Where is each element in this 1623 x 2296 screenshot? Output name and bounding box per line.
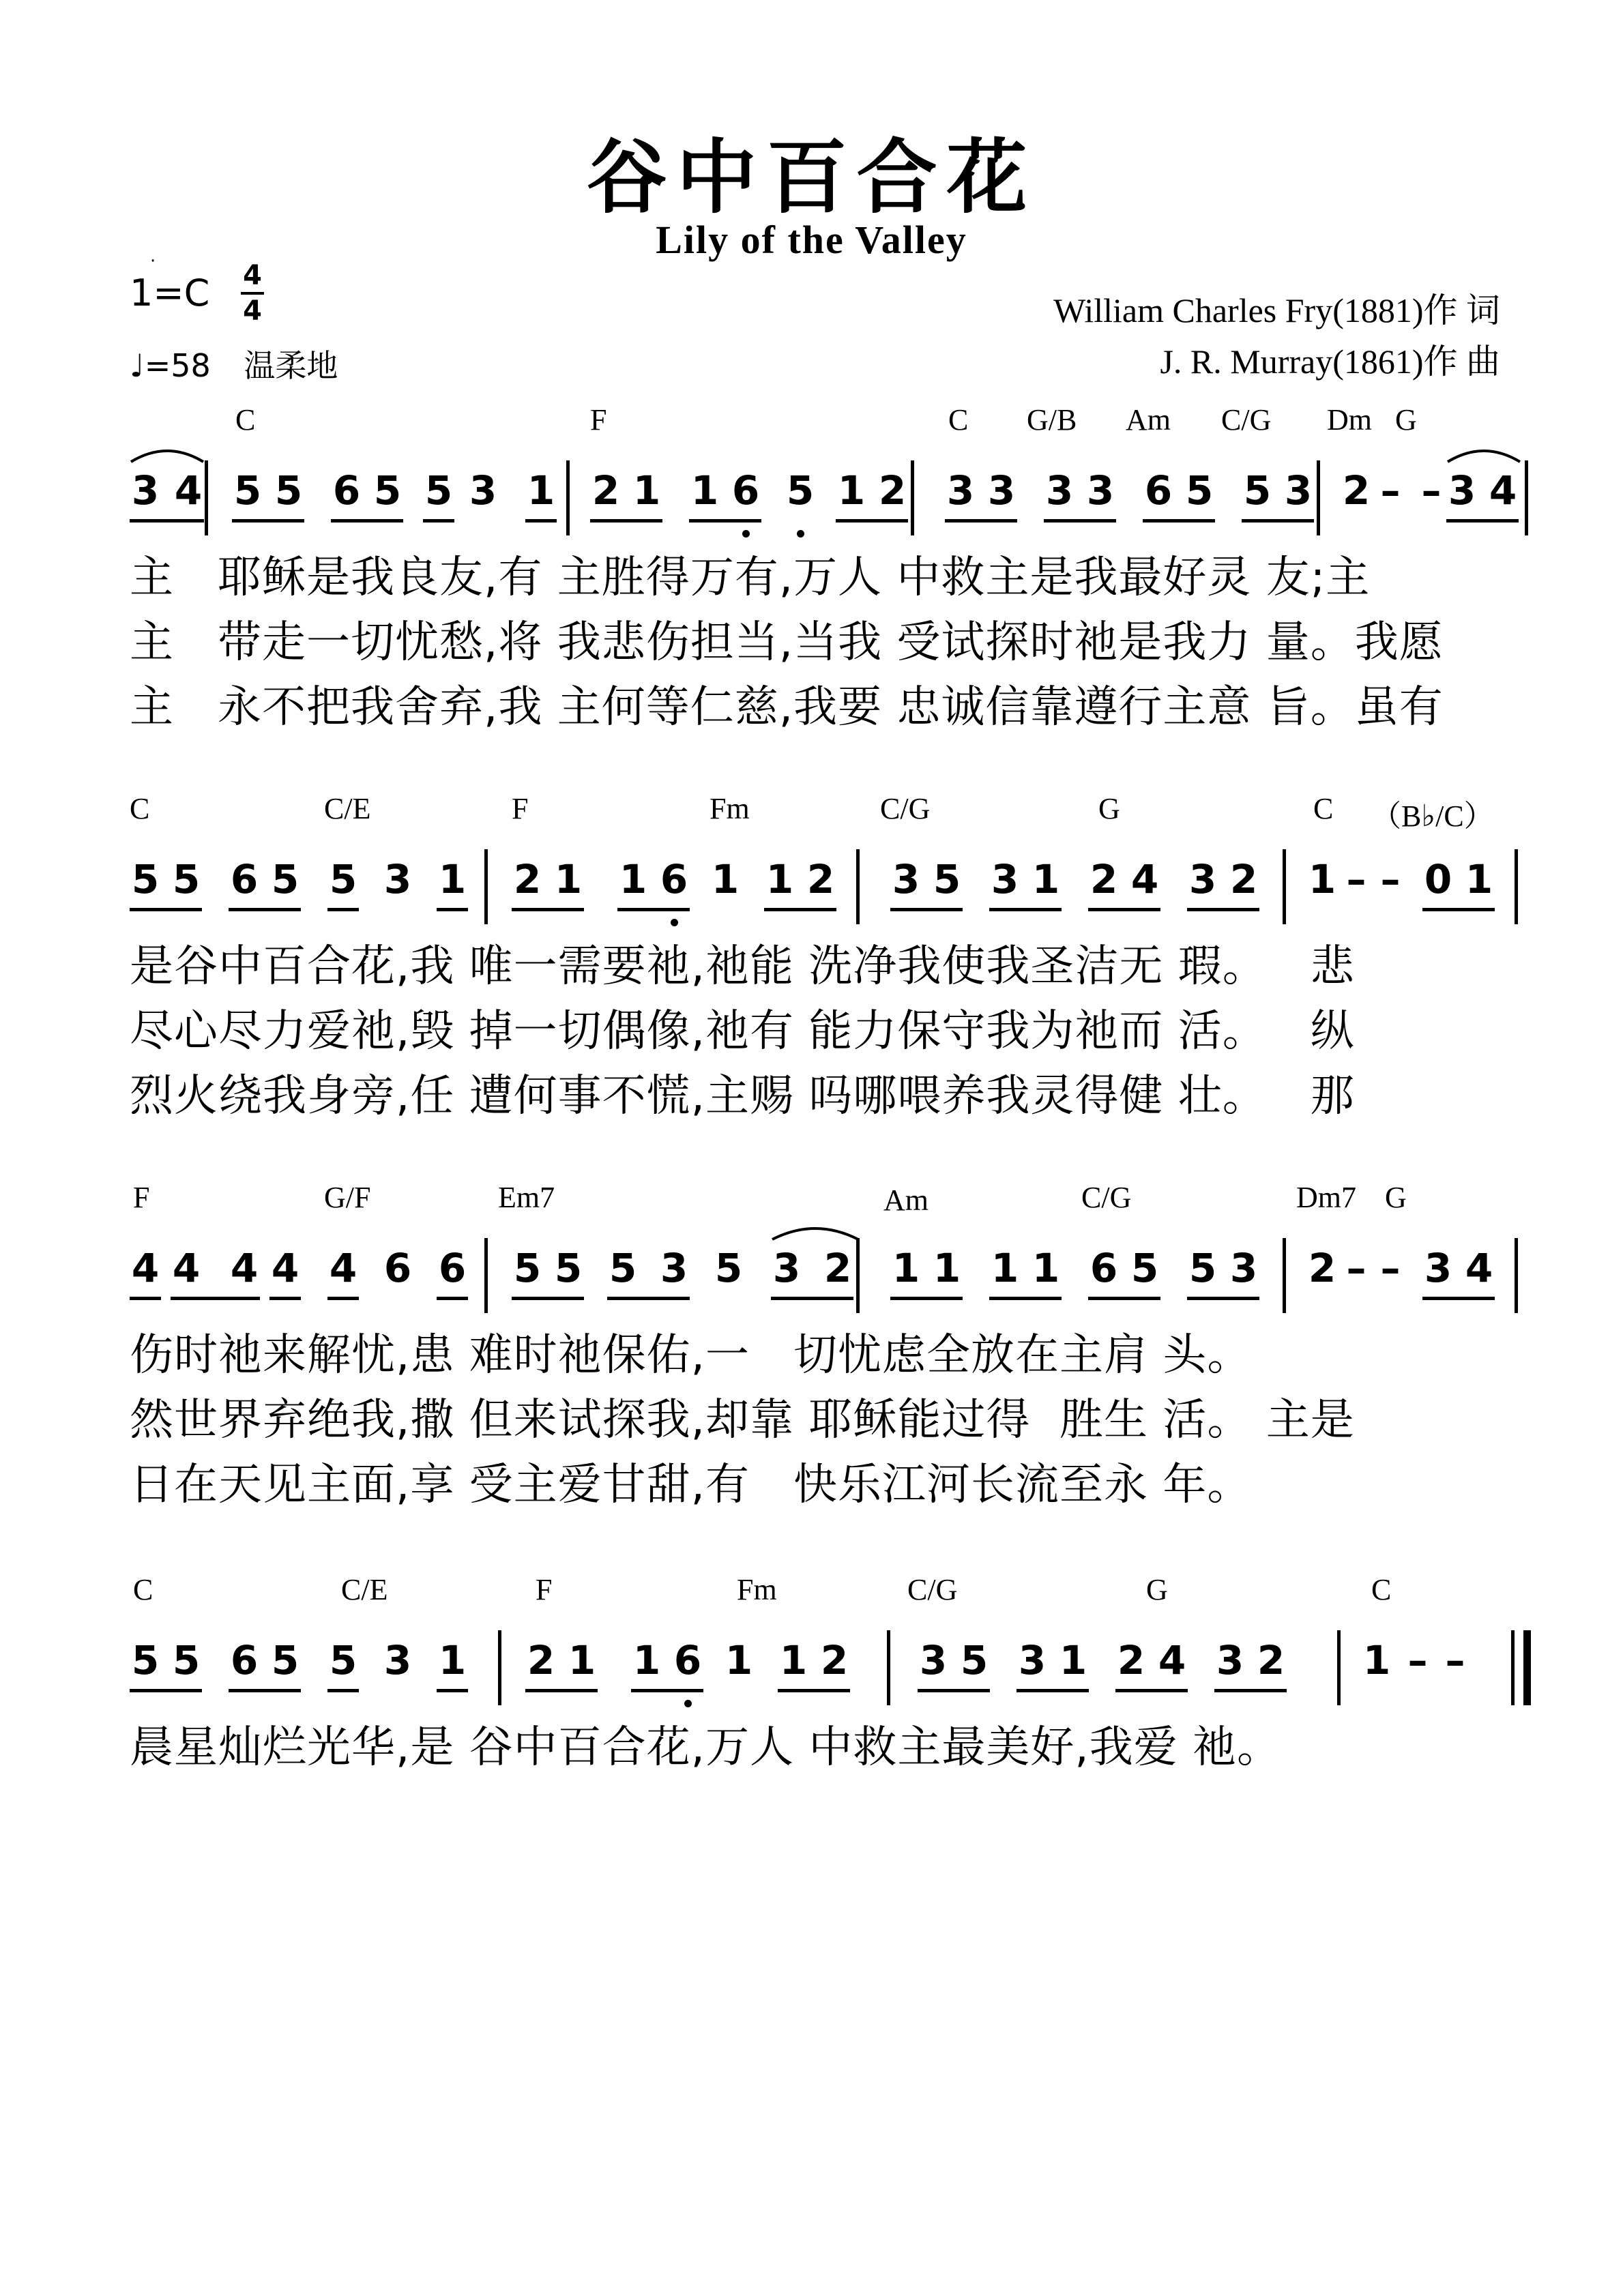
bar-line [484,1238,488,1313]
chord-label: Dm7 [1296,1181,1356,1214]
note: 2 [591,467,620,514]
lyric-line: 主 耶稣是我良友,有 主胜得万有,万人 中救主是我最好灵 友;主 [130,553,1371,603]
note: 5 [786,467,815,514]
note: 2 [1342,467,1371,514]
beam-underline [437,1689,468,1692]
song-title: 谷中百合花 [586,130,1037,224]
note: 5 [933,856,961,902]
beam-underline [1187,908,1259,911]
note: 2 [1117,1637,1145,1683]
note: 1 [690,467,719,514]
beam-underline [525,1689,598,1692]
chord-label: Fm [737,1573,777,1606]
chord-label: F [512,792,529,825]
beam-underline [617,908,690,911]
chord-label: C [130,792,150,825]
note: 4 [271,1245,299,1291]
note: 3 [660,1245,688,1291]
note: 5 [1243,467,1272,514]
time-sig-bar [241,292,264,295]
beam-underline [327,1689,359,1692]
beam-underline [1143,519,1215,523]
beam-underline [130,1689,202,1692]
note: 2 [878,467,907,514]
note: 5 [271,1637,299,1683]
note: 5 [1185,467,1214,514]
note: 6 [1144,467,1173,514]
note: 4 [172,1245,201,1291]
note: 1 [725,1637,753,1683]
beam-underline [269,1297,301,1300]
chord-label: G [1395,403,1417,437]
bar-line [1337,1630,1341,1705]
note: 2 [527,1637,555,1683]
note: 3 [1188,856,1217,902]
notes-row [0,1245,1623,1313]
beam-underline [771,1297,853,1300]
note: 5 [1188,1245,1217,1291]
note: 1 [527,467,555,514]
note: – [1407,1637,1428,1683]
chord-label: C/G [880,792,931,825]
chord-label: C [1313,792,1334,825]
note: 5 [131,1637,160,1683]
note: – [1380,467,1401,514]
note: 3 [1045,467,1074,514]
bar-line [484,849,488,924]
chord-label: C/G [1081,1181,1132,1214]
beam-underline [1422,1297,1495,1300]
beam-underline [1242,519,1314,523]
chord-label: C/G [1221,403,1272,437]
note: 2 [1308,1245,1336,1291]
beam-underline [1017,1689,1089,1692]
note: 3 [1086,467,1115,514]
beam-underline [836,519,908,523]
bar-line [911,460,914,535]
lyric-line: 烈火绕我身旁,任 遭何事不慌,主赐 吗哪喂养我灵得健 壮。 那 [130,1071,1355,1121]
note: 1 [1362,1637,1391,1683]
note: 4 [1489,467,1517,514]
beam-underline [327,908,359,911]
note: 6 [660,856,688,902]
note: 3 [1448,467,1476,514]
chord-label: C [235,403,256,437]
note: 4 [230,1245,259,1291]
note: 4 [1158,1637,1186,1683]
expression-text: 温柔地 [244,347,338,384]
chord-label: C [948,403,969,437]
key-text: 1=C [130,271,210,314]
note: 1 [1308,856,1336,902]
note: 1 [837,467,866,514]
note: 3 [772,1245,801,1291]
note: – [1421,467,1442,514]
beam-underline [1446,519,1519,523]
time-signature [239,261,266,326]
note: 3 [383,856,412,902]
beam-underline [512,1297,584,1300]
beam-underline [989,908,1062,911]
tie-arc [771,1222,860,1242]
key-signature [130,251,210,314]
note: 3 [1216,1637,1244,1683]
note: 4 [329,1245,357,1291]
final-bar-line [1511,1630,1515,1705]
note: 1 [1465,856,1493,902]
note: 5 [554,1245,583,1291]
chord-label: G [1385,1181,1407,1214]
note: 5 [609,1245,637,1291]
note: 1 [1032,1245,1060,1291]
note: 1 [1032,856,1060,902]
note: 3 [987,467,1016,514]
note: 5 [424,467,453,514]
chord-label: Em7 [498,1181,555,1214]
beam-underline [229,908,301,911]
chord-label: Dm [1327,403,1372,437]
beam-underline [130,1297,161,1300]
note: 1 [438,856,467,902]
note: 3 [919,1637,948,1683]
note: 1 [765,856,794,902]
beam-underline [989,1297,1062,1300]
octave-dot [742,530,750,538]
note: 1 [1059,1637,1087,1683]
tie-arc [130,444,205,465]
note: 5 [1130,1245,1159,1291]
note: 5 [172,1637,201,1683]
beam-underline [525,519,557,523]
song-subtitle: Lily of the Valley [656,218,967,262]
note: – [1445,1637,1465,1683]
beam-underline [232,519,304,523]
key-dot: · [150,251,156,271]
bar-line [1515,1238,1518,1313]
note: 5 [513,1245,542,1291]
note: 5 [274,467,303,514]
note: – [1346,1245,1366,1291]
octave-dot [671,919,678,926]
lyric-line: 主 永不把我舍弃,我 主何等仁慈,我要 忠诚信靠遵行主意 旨。虽有 [130,682,1444,733]
note: 6 [383,1245,412,1291]
note: 6 [731,467,760,514]
beam-underline [327,1297,359,1300]
octave-dot [797,530,804,538]
note: 3 [892,856,920,902]
chord-label: Am [883,1183,929,1217]
notes-row [0,467,1623,535]
beam-underline [945,519,1017,523]
tempo-marking [130,341,338,386]
lyric-line: 伤时祂来解忧,患 难时祂保佑,一 切忧虑全放在主肩 头。 [130,1330,1252,1381]
beam-underline [171,1297,260,1300]
bar-line [856,849,860,924]
beam-underline [590,519,662,523]
chord-label: Fm [710,792,750,825]
lyric-line: 是谷中百合花,我 唯一需要祂,祂能 洗净我使我圣洁无 瑕。 悲 [130,941,1355,992]
lyric-line: 尽心尽力爱祂,毁 掉一切偶像,祂有 能力保守我为祂而 活。 纵 [130,1006,1355,1057]
note: 6 [230,856,259,902]
beam-underline [1187,1297,1259,1300]
composer-credit: J. R. Murray(1861)作 曲 [1160,342,1500,381]
beam-underline [1044,519,1116,523]
note: – [1380,1245,1401,1291]
note: 1 [554,856,583,902]
note: 1 [632,1637,661,1683]
note: 6 [673,1637,702,1683]
chord-label: C [133,1573,153,1606]
final-bar-line [1523,1630,1531,1705]
lyric-line: 主 带走一切忧愁,将 我悲伤担当,当我 受试探时祂是我力 量。我愿 [130,617,1444,668]
note: 5 [131,856,160,902]
note: 3 [1284,467,1313,514]
bar-line [498,1630,501,1705]
note: 3 [383,1637,412,1683]
note: 2 [1090,856,1118,902]
note: 0 [1424,856,1452,902]
chord-label: C/E [324,792,371,825]
note: 1 [632,467,661,514]
beam-underline [890,1297,963,1300]
beam-underline [890,908,963,911]
note: 1 [933,1245,961,1291]
bar-line [1317,460,1320,535]
note: 1 [892,1245,920,1291]
note: 2 [823,1245,852,1291]
note: 6 [438,1245,467,1291]
chord-label: F [590,403,607,437]
note: 1 [711,856,740,902]
note: 3 [131,467,160,514]
note: 3 [469,467,497,514]
beam-underline [512,908,584,911]
note: 1 [438,1637,467,1683]
note: 5 [329,1637,357,1683]
beam-underline [130,519,204,523]
note: 5 [329,856,357,902]
note: 3 [1229,1245,1258,1291]
beam-underline [607,1297,690,1300]
beam-underline [689,519,761,523]
note: 1 [619,856,647,902]
note: 5 [714,1245,743,1291]
bar-line [205,460,208,535]
note: 5 [960,1637,989,1683]
note: 5 [233,467,262,514]
beam-underline [778,1689,850,1692]
note: 3 [1018,1637,1047,1683]
tie-arc [1446,444,1521,465]
note: 6 [230,1637,259,1683]
notes-row [0,856,1623,924]
chord-label: G [1098,792,1120,825]
lyricist-credit: William Charles Fry(1881)作 词 [1053,291,1500,329]
beam-underline [764,908,836,911]
note: 5 [271,856,299,902]
lyric-line: 然世界弃绝我,撒 但来试探我,却靠 耶稣能过得 胜生 活。 主是 [130,1395,1355,1445]
note: 2 [806,856,835,902]
note: 1 [991,1245,1019,1291]
chord-label: C [1371,1573,1392,1606]
chord-label: G/B [1027,403,1077,437]
note: 3 [991,856,1019,902]
chord-label: F [536,1573,553,1606]
bar-line [1283,849,1286,924]
note: 2 [513,856,542,902]
octave-dot [684,1700,692,1707]
chord-label: C/E [341,1573,388,1606]
beam-underline [437,908,468,911]
chord-label: C/G [907,1573,958,1606]
lyric-line: 日在天见主面,享 受主爱甘甜,有 快乐江河长流至永 年。 [130,1460,1252,1510]
chord-label: G [1146,1573,1168,1606]
bar-line [856,1238,860,1313]
lyric-line: 晨星灿烂光华,是 谷中百合花,万人 中救主最美好,我爱 祂。 [130,1722,1282,1773]
bar-line [1525,460,1528,535]
bar-line [1515,849,1518,924]
note: 2 [1229,856,1258,902]
note: 2 [1257,1637,1285,1683]
note: 6 [1090,1245,1118,1291]
chord-label: （B♭/C） [1371,799,1494,833]
chord-label: F [133,1181,150,1214]
note: 3 [946,467,975,514]
beam-underline [423,519,454,523]
beam-underline [331,519,403,523]
beam-underline [130,908,202,911]
beam-underline [1088,1297,1160,1300]
tempo-text: ♩=58 [130,347,211,384]
beam-underline [1088,908,1160,911]
time-sig-top: 4 [243,260,262,291]
beam-underline [918,1689,990,1692]
note: – [1346,856,1366,902]
beam-underline [631,1689,703,1692]
note: 4 [1465,1245,1493,1291]
note: 4 [174,467,203,514]
bar-line [1283,1238,1286,1313]
beam-underline [1115,1689,1188,1692]
note: 3 [1424,1245,1452,1291]
beam-underline [1422,908,1495,911]
bar-line [887,1630,890,1705]
note: 1 [568,1637,596,1683]
beam-underline [437,1297,468,1300]
chord-label: G/F [324,1181,371,1214]
notes-row [0,1637,1623,1705]
chord-label: Am [1126,403,1171,437]
note: 1 [779,1637,808,1683]
bar-line [566,460,570,535]
note: 5 [172,856,201,902]
note: 5 [373,467,402,514]
note: – [1380,856,1401,902]
note: 2 [820,1637,849,1683]
time-sig-bottom: 4 [243,295,262,327]
note: 4 [1130,856,1159,902]
beam-underline [229,1689,301,1692]
note: 4 [131,1245,160,1291]
beam-underline [1214,1689,1287,1692]
note: 6 [332,467,361,514]
